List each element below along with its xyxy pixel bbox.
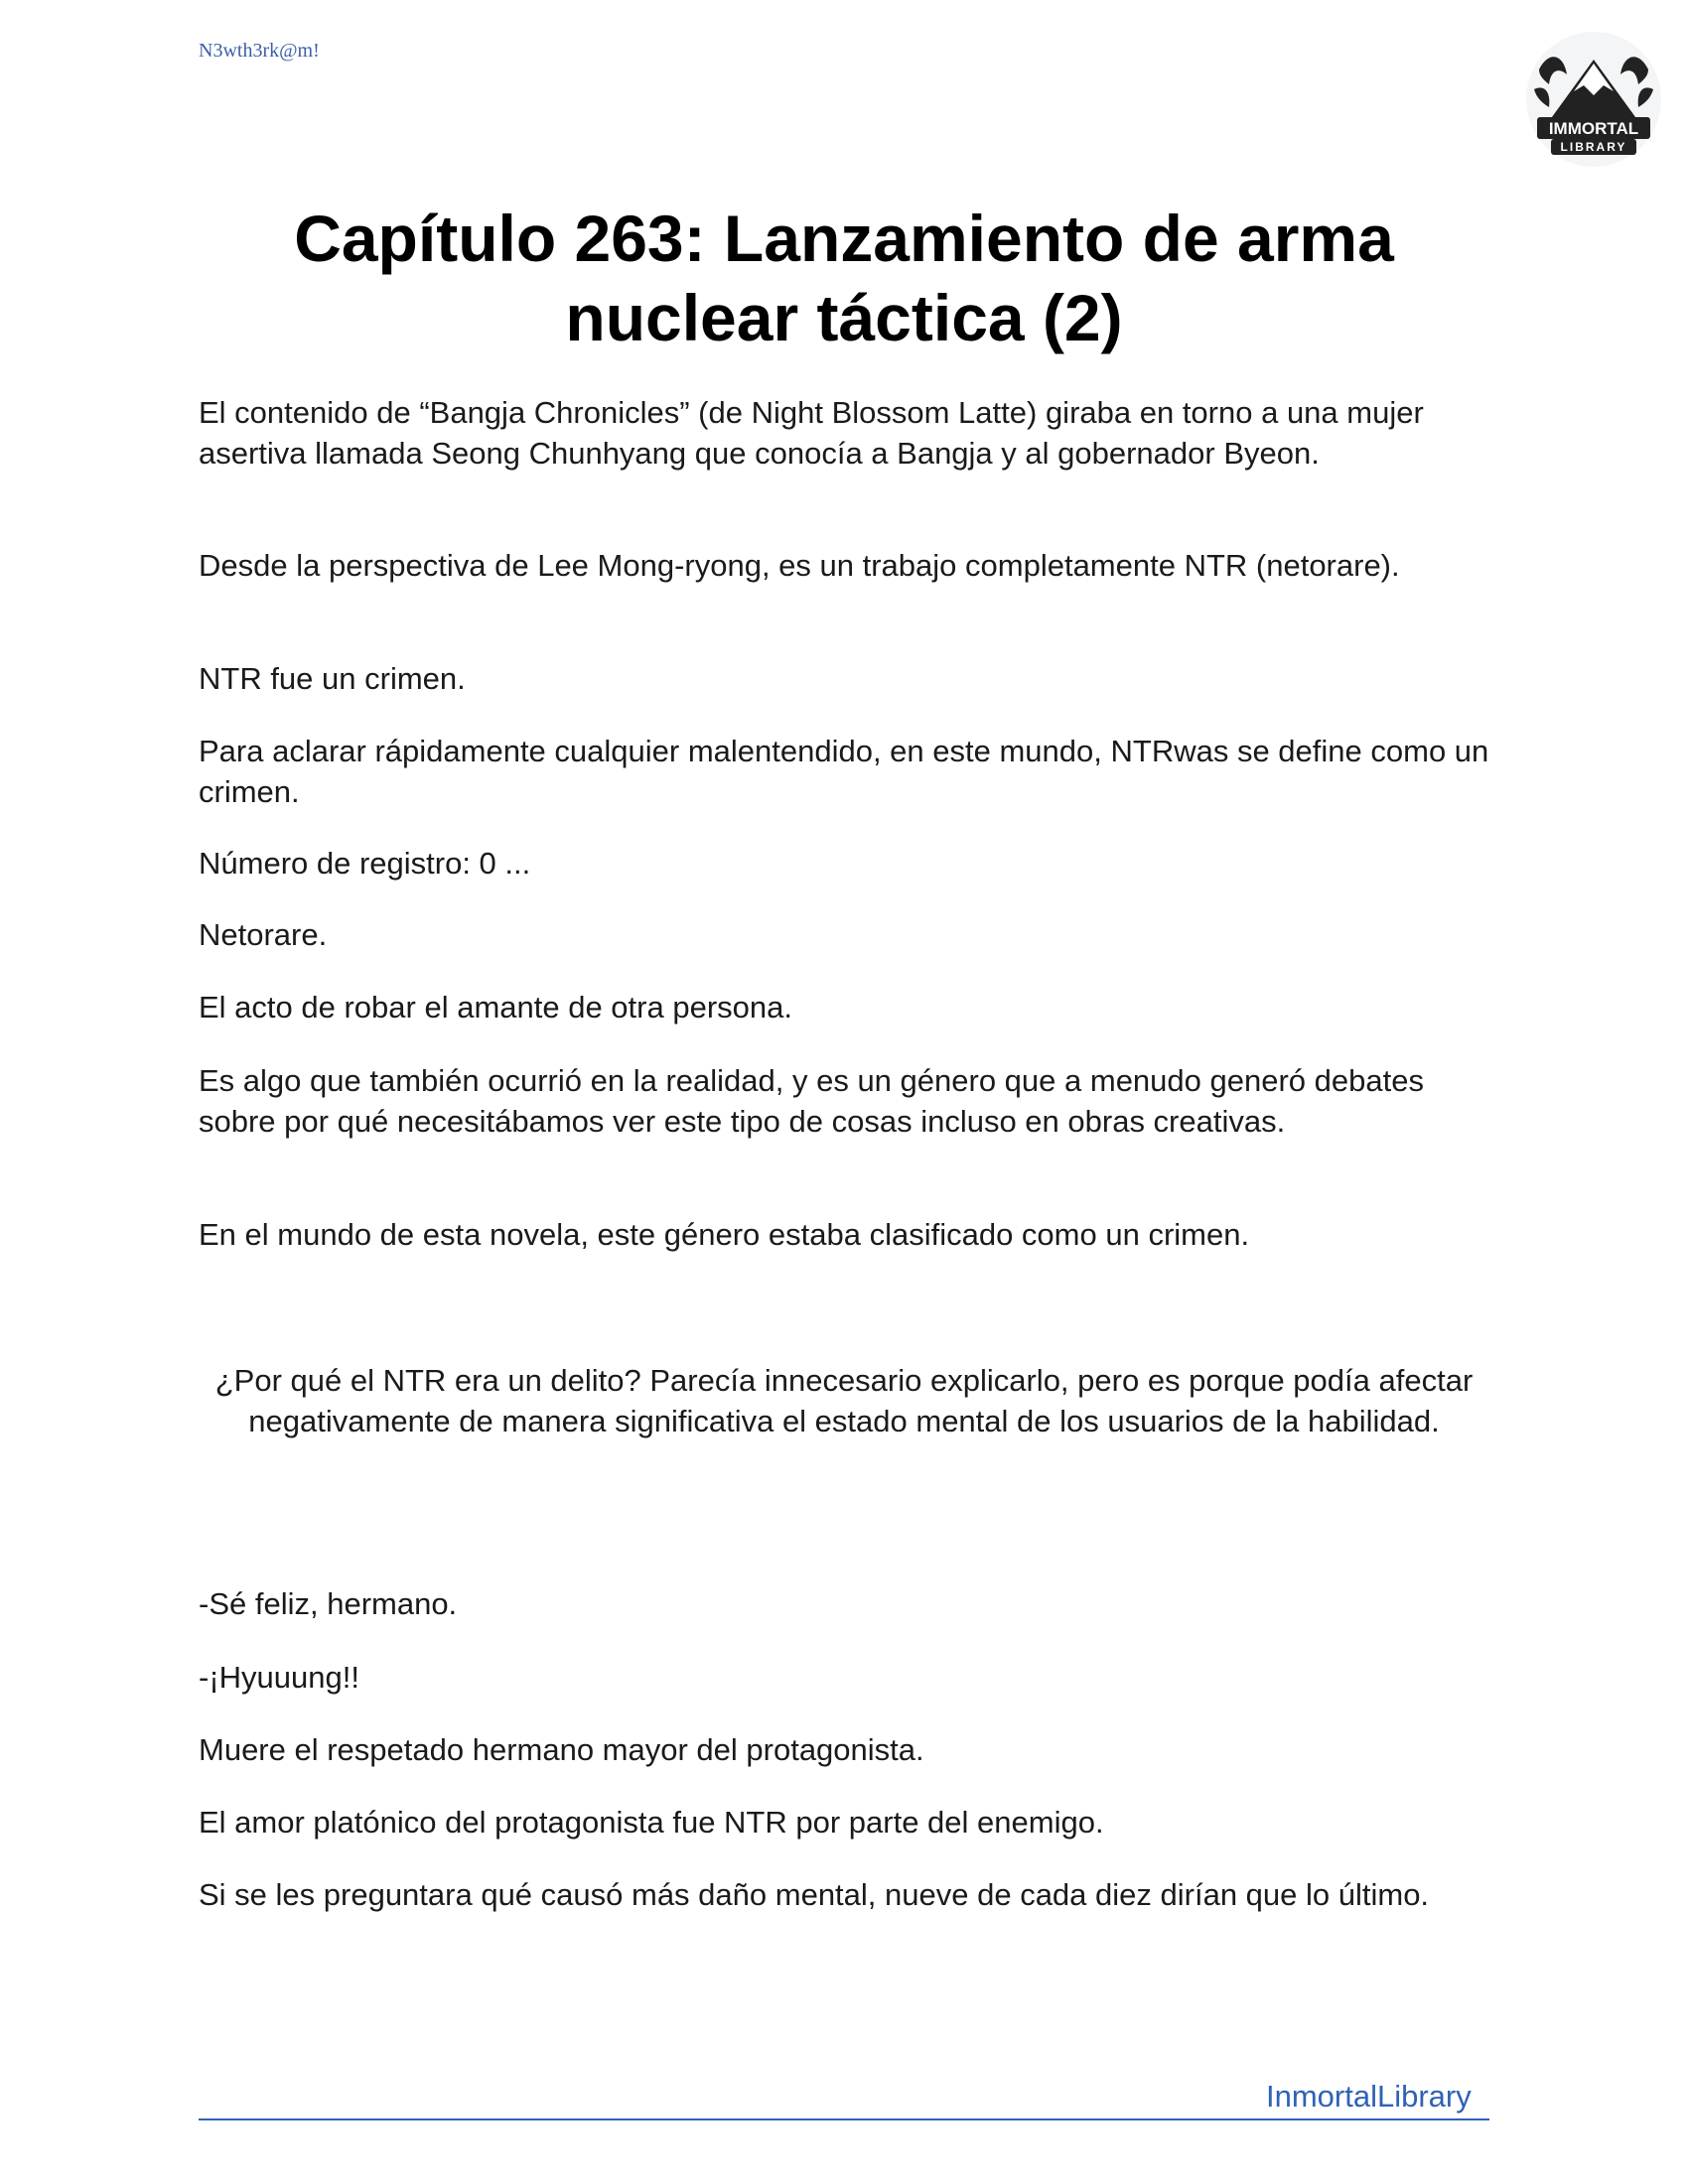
paragraph: Si se les preguntara qué causó más daño mental, nueve de cada diez dirían que lo último. [199, 1877, 1430, 1912]
paragraph: Es algo que también ocurrió en la realidad, y es un género que a menudo generó debates sobre por qué necesitábamos ver este tipo de cosas incluso en obras creativas. [199, 1063, 1424, 1139]
footer-underline [199, 2118, 1489, 2120]
paragraph: Número de registro: 0 ... [199, 846, 531, 881]
logo-text-bottom: LIBRARY [1560, 140, 1627, 154]
paragraph: El acto de robar el amante de otra persona. [199, 990, 792, 1024]
paragraph: Para aclarar rápidamente cualquier malentendido, en este mundo, NTRwas se define como un crimen. [199, 734, 1489, 809]
paragraph: NTR fue un crimen. [199, 661, 466, 696]
footer-library-link[interactable]: InmortalLibrary [1266, 2079, 1472, 2114]
paragraph: Desde la perspectiva de Lee Mong-ryong, es un trabajo completamente NTR (netorare). [199, 548, 1400, 583]
watermark-text: N3wth3rk@m! [199, 40, 320, 62]
paragraph: El amor platónico del protagonista fue NTR por parte del enemigo. [199, 1805, 1104, 1840]
paragraph: El contenido de “Bangja Chronicles” (de Night Blossom Latte) giraba en torno a una mujer asertiva llamada Seong Chunhyang que conocía a Bangja y al gobernador Byeon. [199, 395, 1424, 471]
paragraph: En el mundo de esta novela, este género estaba clasificado como un crimen. [199, 1217, 1250, 1252]
paragraph: -¡Hyuuung!! [199, 1660, 359, 1695]
chapter-title [199, 199, 1489, 357]
immortal-library-logo [1519, 30, 1668, 169]
paragraph: Muere el respetado hermano mayor del protagonista. [199, 1732, 924, 1767]
chapter-title-line1: Capítulo 263: Lanzamiento de arma [294, 202, 1394, 275]
chapter-title-line2: nuclear táctica (2) [565, 281, 1123, 354]
centered-paragraph: ¿Por qué el NTR era un delito? Parecía innecesario explicarlo, pero es porque podía afectar negativamente de manera significativa el estado mental de los usuarios de la habilidad. [214, 1363, 1474, 1438]
paragraph: Netorare. [199, 917, 328, 952]
logo-text-top: IMMORTAL [1548, 119, 1639, 138]
paragraph: -Sé feliz, hermano. [199, 1586, 458, 1621]
